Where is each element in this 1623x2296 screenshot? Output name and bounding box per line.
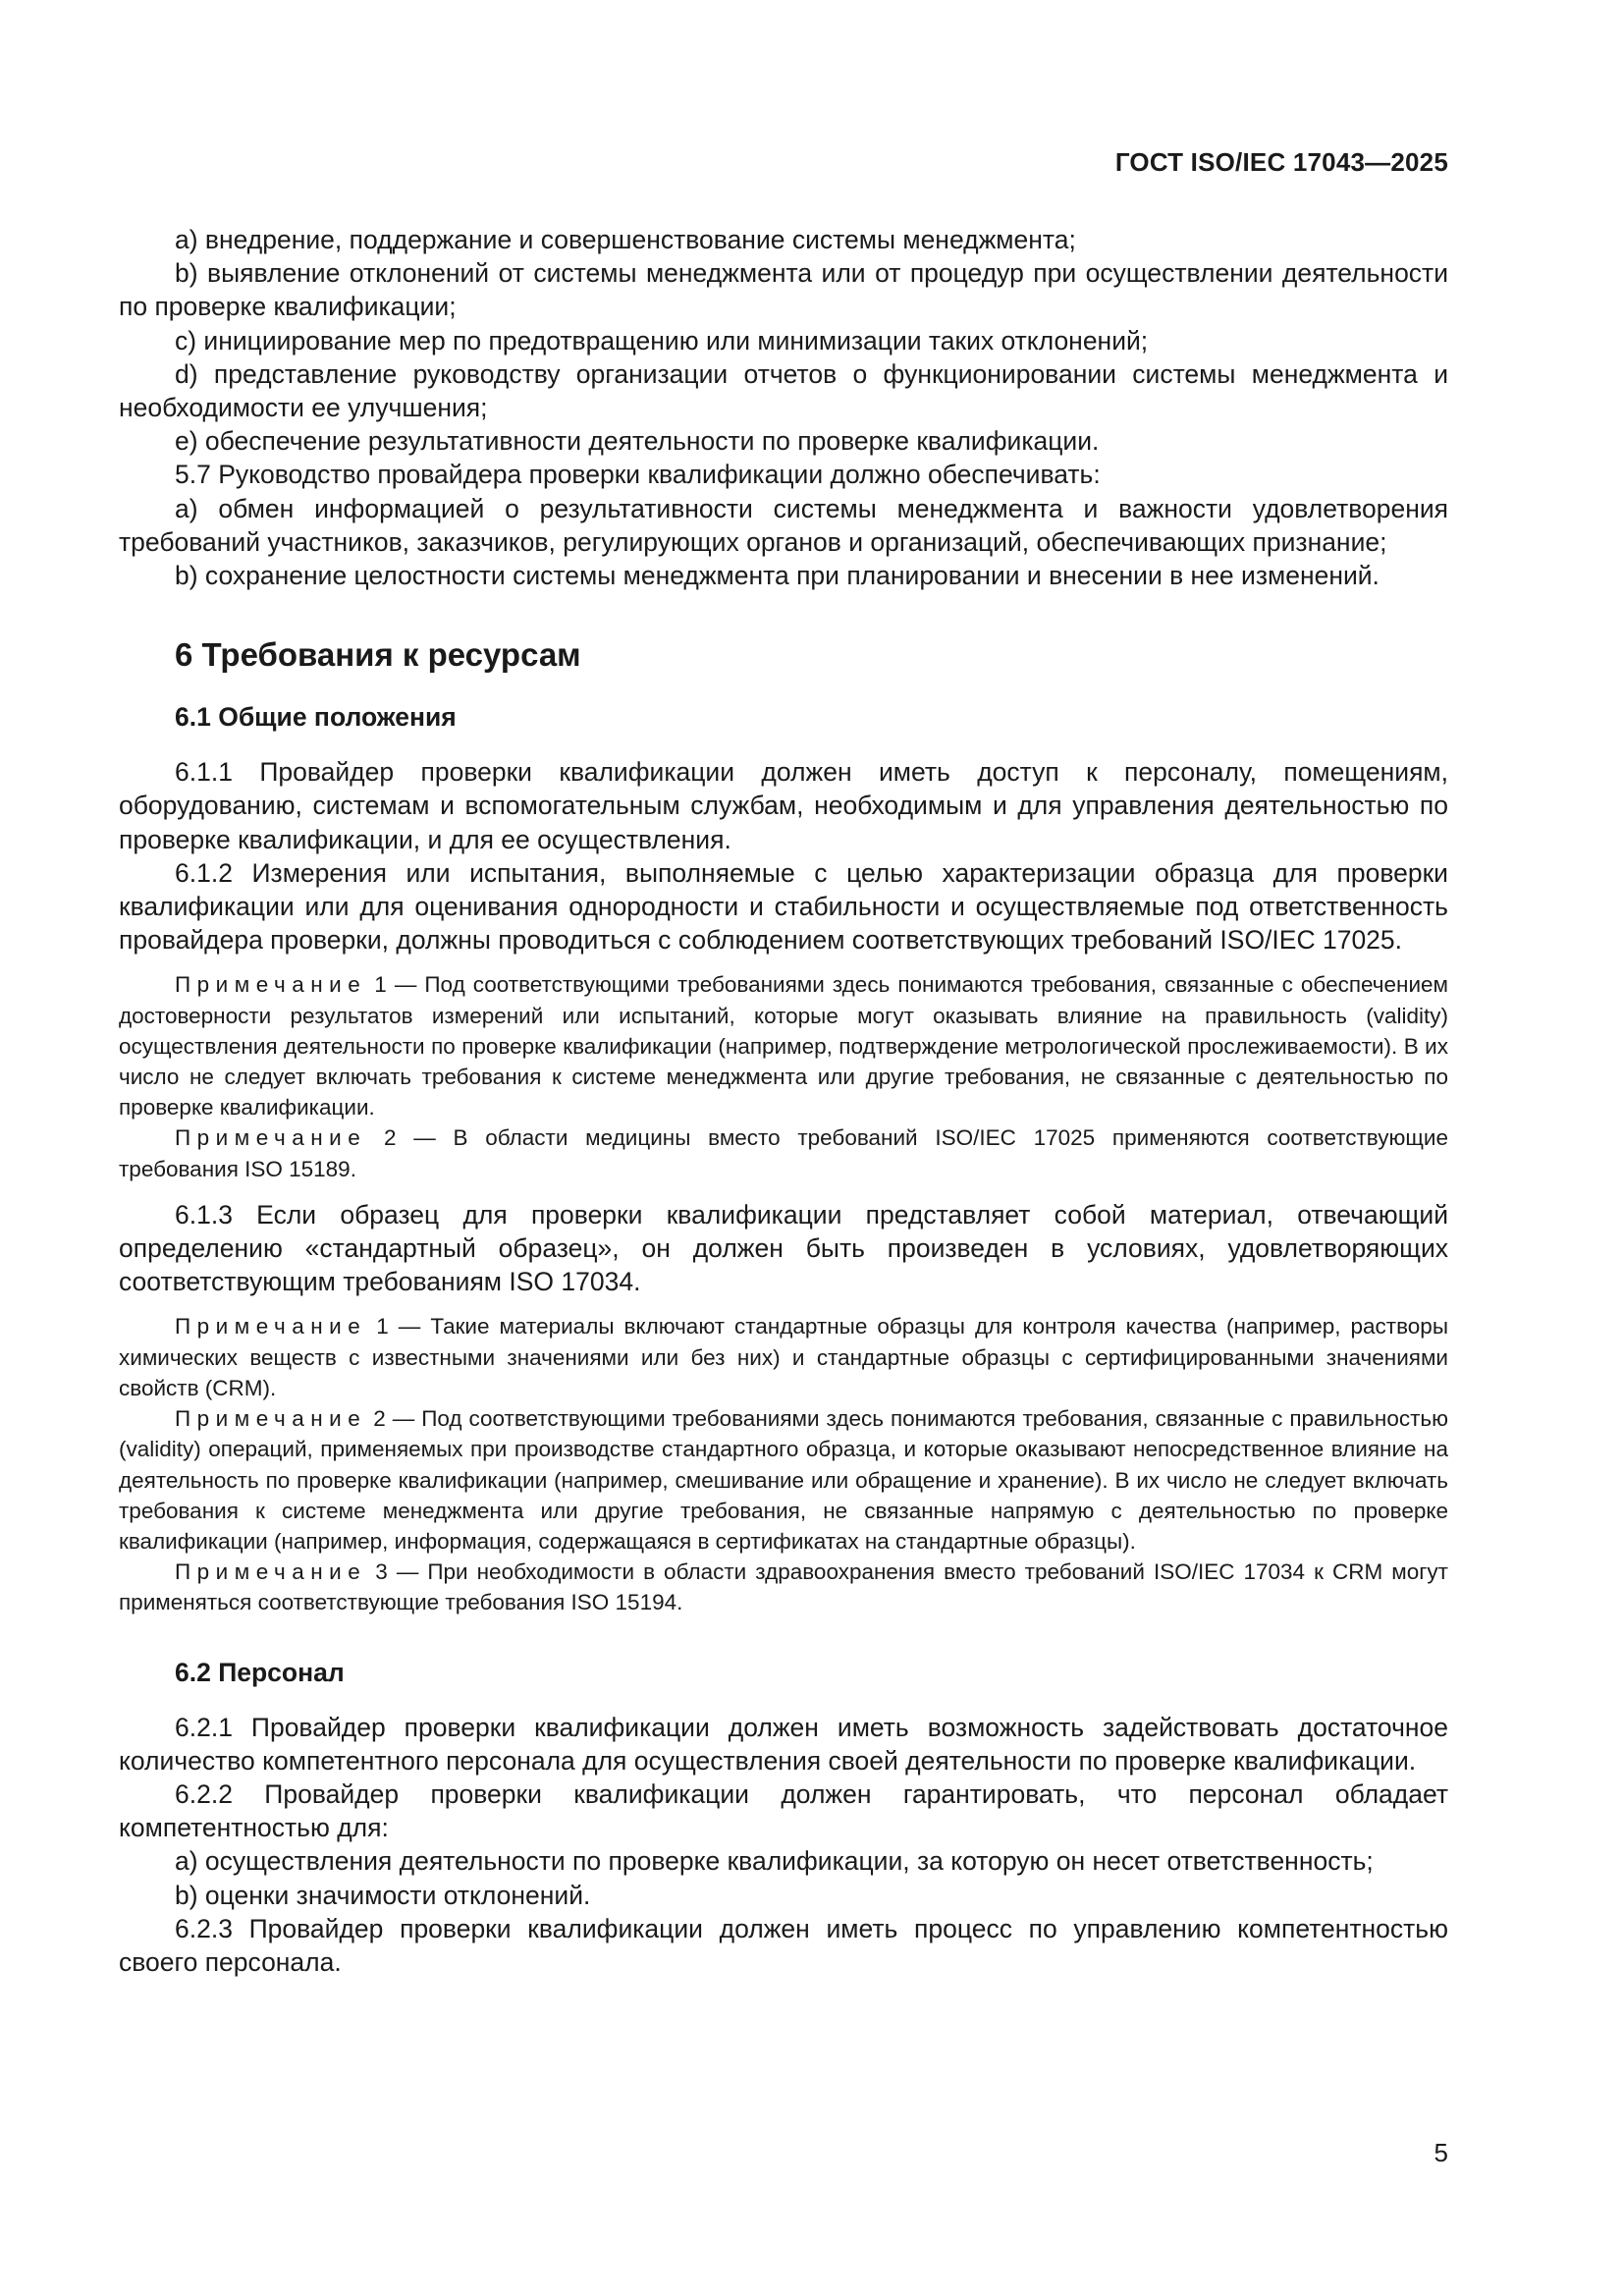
list-item: b) сохранение целостности системы менеджмента при планировании и внесении в нее изменений.: [175, 561, 1380, 591]
note-text: 1 — Такие материалы включают стандартные образцы для контроля качества (например, растворы химических веществ с известными значениями или без них) и стандартные образцы с сертифицированными значениями свойств (CRM).: [119, 1314, 1448, 1400]
note-text: 2 — В области медицины вместо требований ISO/IEC 17025 применяются соответствующие требования ISO 15189.: [119, 1125, 1448, 1181]
note: [119, 1122, 1448, 1183]
list-item: a) внедрение, поддержание и совершенствование системы менеджмента;: [175, 225, 1076, 254]
note-text: 2 — Под соответствующими требованиями здесь понимаются требования, связанные с правильностью (validity) операций, применяемых при производстве стандартного образца, и которые оказывают непосредственное влияние на деятельность по проверке квалификации (например, смешивание или обращение и хранение). В их число не следует включать требования к системе менеджмента или другие требования, не связанные напрямую с деятельностью по проверке квалификации (например, информация, содержащаяся в сертификатах на стандартные образцы).: [119, 1406, 1448, 1554]
note: [119, 1311, 1448, 1403]
subsection-6-1-heading: 6.1 Общие положения: [175, 702, 457, 733]
clause-6-1-2: 6.1.2 Измерения или испытания, выполняемые с целью характеризации образца для проверки квалификации или для оценивания однородности и стабильности и осуществляемые под ответственность провайдера проверки, должны проводиться с соблюдением соответствующих требований ISO/IEC 17025.: [119, 857, 1448, 956]
clause-6-2-3: 6.2.3 Провайдер проверки квалификации должен иметь процесс по управлению компетентностью своего персонала.: [119, 1913, 1448, 1977]
note-label: Примечание: [175, 1125, 367, 1151]
note: [119, 1403, 1448, 1557]
section-6-heading: 6 Требования к ресурсам: [175, 636, 581, 674]
clause-6-1-1: 6.1.1 Провайдер проверки квалификации должен иметь доступ к персоналу, помещениям, оборудованию, системам и вспомогательным службам, необходимым и для управления деятельностью по проверке квалификации, и для ее осуществления.: [119, 757, 1448, 854]
list-item: a) обмен информацией о результативности системы менеджмента и важности удовлетворения требований участников, заказчиков, регулирующих органов и организаций, обеспечивающих признание;: [119, 493, 1448, 557]
subsection-6-2-heading: 6.2 Персонал: [175, 1657, 345, 1687]
list-item: b) оценки значимости отклонений.: [175, 1880, 591, 1910]
note-label: Примечание: [175, 1406, 367, 1432]
page-number: 5: [1434, 2138, 1448, 2167]
note: [119, 1557, 1448, 1617]
note-label: Примечание: [175, 1559, 367, 1585]
list-item: d) представление руководству организации отчетов о функционировании системы менеджмента и необходимости ее улучшения;: [119, 358, 1448, 423]
list-item: c) инициирование мер по предотвращению или минимизации таких отклонений;: [175, 325, 1149, 355]
page-body: [119, 223, 1448, 1979]
list-item: b) выявление отклонений от системы менеджмента или от процедур при осуществлении деятельности по проверке квалификации;: [119, 258, 1448, 322]
list-item: a) осуществления деятельности по проверке квалификации, за которую он несет ответственность;: [175, 1846, 1374, 1877]
clause-6-2-1: 6.2.1 Провайдер проверки квалификации должен иметь возможность задействовать достаточное количество компетентного персонала для осуществления своей деятельности по проверке квалификации.: [119, 1712, 1448, 1776]
list-item: e) обеспечение результативности деятельности по проверке квалификации.: [175, 426, 1100, 457]
note-text: 3 — При необходимости в области здравоохранения вместо требований ISO/IEC 17034 к CRM могут применяться соответствующие требования ISO 15194.: [119, 1559, 1448, 1615]
note-label: Примечание: [175, 972, 367, 998]
note-text: 1 — Под соответствующими требованиями здесь понимаются требования, связанные с обеспечением достоверности результатов измерений или испытаний, которые могут оказывать влияние на правильность (validity) осуществления деятельности по проверке квалификации (например, подтверждение метрологической прослеживаемости). В их число не следует включать требования к системе менеджмента или другие требования, не связанные с деятельностью по проверке квалификации.: [119, 972, 1448, 1121]
note-label: Примечание: [175, 1314, 367, 1339]
clause-6-2-2: 6.2.2 Провайдер проверки квалификации должен гарантировать, что персонал обладает компетентностью для:: [119, 1778, 1448, 1843]
clause-6-1-3: 6.1.3 Если образец для проверки квалификации представляет собой материал, отвечающий определению «стандартный образец», он должен быть произведен в условиях, удовлетворяющих соответствующим требованиям ISO 17034.: [119, 1199, 1448, 1297]
note: [119, 969, 1448, 1122]
clause-5-7-intro: 5.7 Руководство провайдера проверки квалификации должно обеспечивать:: [175, 460, 1101, 490]
document-id-header: ГОСТ ISO/IEC 17043—2025: [1114, 147, 1448, 177]
